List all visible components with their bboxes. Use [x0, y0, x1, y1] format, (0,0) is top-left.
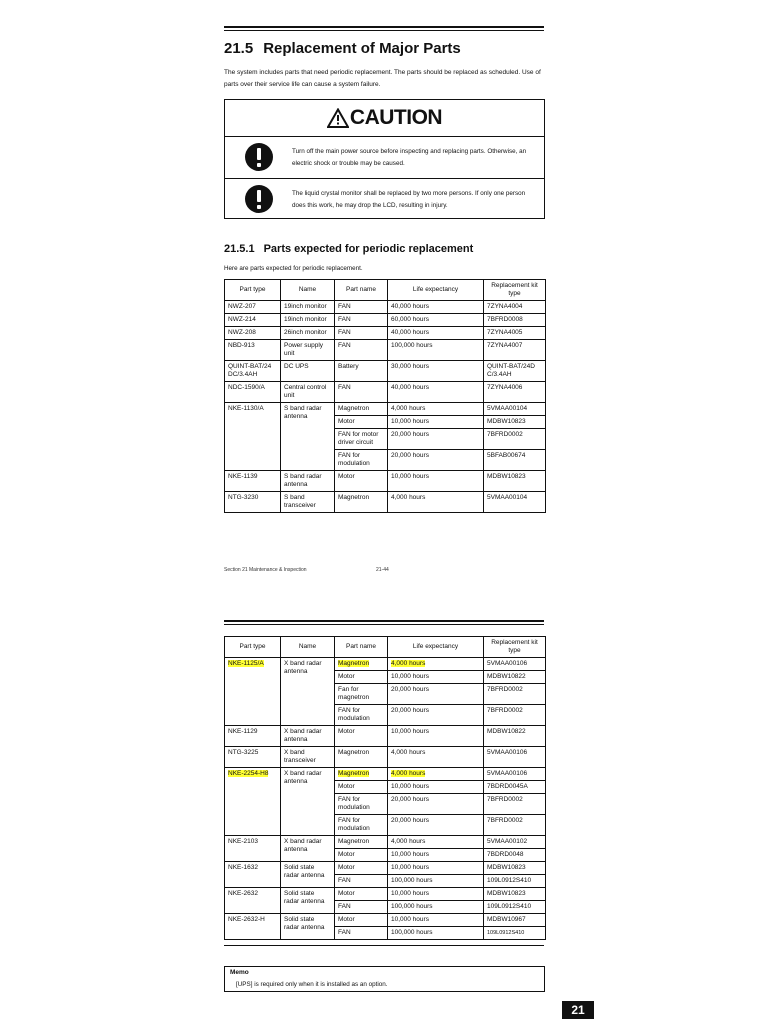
kit-type-cell: MDBW10967 [484, 914, 546, 927]
part-type-cell: NWZ-208 [225, 327, 281, 340]
part-name-cell: Battery [335, 361, 388, 382]
kit-type-cell: 5VMAA00104 [484, 403, 546, 416]
life-expectancy-cell: 20,000 hours [388, 684, 484, 705]
part-name-cell: Motor [335, 781, 388, 794]
table-row [225, 382, 546, 403]
column-header: Part type [225, 280, 281, 301]
name-cell: Solid state radar antenna [281, 862, 335, 888]
life-expectancy-cell: 4,000 hours [388, 836, 484, 849]
part-name-cell: Motor [335, 862, 388, 875]
column-header: Part type [225, 637, 281, 658]
name-cell: X band transceiver [281, 747, 335, 768]
table-row [225, 471, 546, 492]
kit-type-cell: 7BFRD0002 [484, 815, 546, 836]
part-name-cell: FAN for modulation [335, 815, 388, 836]
table-row [225, 888, 546, 901]
life-expectancy-cell: 20,000 hours [388, 450, 484, 471]
kit-type-cell: 5VMAA00106 [484, 747, 546, 768]
column-header: Name [281, 637, 335, 658]
table-row [225, 914, 546, 927]
kit-type-cell: 7BFRD0002 [484, 429, 546, 450]
table-header-row [225, 637, 546, 658]
parts-table-2 [224, 636, 546, 940]
column-header: Part name [335, 637, 388, 658]
part-type-cell: NKE-1139 [225, 471, 281, 492]
part-type-cell: NKE-1129 [225, 726, 281, 747]
life-expectancy-cell: 100,000 hours [388, 927, 484, 940]
part-name-cell: Magnetron [335, 403, 388, 416]
column-header: Replacement kit type [484, 637, 546, 658]
life-expectancy-cell: 100,000 hours [388, 875, 484, 888]
memo-text: [UPS] is required only when it is installed as an option. [236, 981, 388, 988]
caution-heading: CAUTION [349, 106, 443, 129]
kit-type-cell: 109L0912S410 [484, 901, 546, 914]
caution-text: The liquid crystal monitor shall be replaced by two more persons. If only one person does this work, he may drop the LCD, resulting in injury. [292, 190, 526, 209]
part-name-cell: Motor [335, 671, 388, 684]
chapter-tab: 21 [562, 1001, 594, 1019]
table-row [225, 340, 546, 361]
part-type-cell: NBD-913 [225, 340, 281, 361]
part-type-cell: NWZ-214 [225, 314, 281, 327]
life-expectancy-cell: 10,000 hours [388, 862, 484, 875]
life-expectancy-cell [388, 658, 484, 671]
kit-type-cell: 5VMAA00102 [484, 836, 546, 849]
table-row [225, 726, 546, 747]
kit-type-cell: 5VMAA00106 [484, 768, 546, 781]
name-cell: X band radar antenna [281, 768, 335, 836]
name-cell: Solid state radar antenna [281, 914, 335, 940]
part-name-cell: FAN [335, 314, 388, 327]
kit-type-cell: MDBW10822 [484, 726, 546, 747]
table-row [225, 658, 546, 671]
part-type-cell: QUINT-BAT/24 DC/3.4AH [225, 361, 281, 382]
name-cell: S band radar antenna [281, 471, 335, 492]
name-cell: 19inch monitor [281, 301, 335, 314]
life-expectancy-cell: 40,000 hours [388, 301, 484, 314]
life-expectancy-cell: 4,000 hours [388, 492, 484, 513]
caution-text: Turn off the main power source before inspecting and replacing parts. Otherwise, an electric shock or trouble may be caused. [292, 148, 527, 167]
section-intro: The system includes parts that need periodic replacement. The parts should be replaced as scheduled. Use of parts over their service life can cause a system failure. [224, 69, 541, 88]
part-name-cell: Motor [335, 849, 388, 862]
kit-type-cell: 7BFRD0008 [484, 314, 546, 327]
table-row [225, 327, 546, 340]
part-name-cell: Fan for magnetron [335, 684, 388, 705]
kit-type-cell: MDBW10823 [484, 416, 546, 429]
table-row [225, 403, 546, 416]
highlight: 4,000 hours [391, 770, 426, 777]
table-row [225, 768, 546, 781]
part-name-cell: FAN for motor driver circuit [335, 429, 388, 450]
life-expectancy-cell: 10,000 hours [388, 849, 484, 862]
part-type-cell [225, 658, 281, 726]
column-header: Replacement kit type [484, 280, 546, 301]
footer-section: Section 21 Maintenance & Inspection [224, 567, 307, 573]
part-type-cell: NDC-1590/A [225, 382, 281, 403]
name-cell: S band radar antenna [281, 403, 335, 471]
kit-type-cell: 7ZYNA4004 [484, 301, 546, 314]
life-expectancy-cell: 10,000 hours [388, 726, 484, 747]
kit-type-cell: 7BFRD0002 [484, 705, 546, 726]
bottom-rule [224, 945, 544, 946]
part-type-cell: NTG-3230 [225, 492, 281, 513]
life-expectancy-cell: 20,000 hours [388, 794, 484, 815]
name-cell: Power supply unit [281, 340, 335, 361]
part-name-cell [335, 658, 388, 671]
part-name-cell: FAN [335, 927, 388, 940]
exclamation-icon [245, 185, 273, 213]
kit-type-cell: MDBW10823 [484, 862, 546, 875]
part-type-cell: NWZ-207 [225, 301, 281, 314]
life-expectancy-cell: 30,000 hours [388, 361, 484, 382]
part-type-cell: NKE-1130/A [225, 403, 281, 471]
part-name-cell: FAN for modulation [335, 794, 388, 815]
name-cell: Central control unit [281, 382, 335, 403]
memo-box [224, 966, 545, 992]
caution-box [224, 99, 545, 219]
table-row [225, 492, 546, 513]
warning-triangle-icon [327, 108, 349, 128]
highlight: NKE-2254-H8 [228, 770, 269, 777]
life-expectancy-cell: 10,000 hours [388, 471, 484, 492]
life-expectancy-cell: 20,000 hours [388, 705, 484, 726]
kit-type-cell: 7ZYNA4005 [484, 327, 546, 340]
life-expectancy-cell: 10,000 hours [388, 781, 484, 794]
caution-item [225, 137, 544, 178]
life-expectancy-cell: 20,000 hours [388, 815, 484, 836]
part-name-cell: FAN [335, 875, 388, 888]
life-expectancy-cell: 60,000 hours [388, 314, 484, 327]
part-name-cell: Magnetron [335, 836, 388, 849]
life-expectancy-cell: 10,000 hours [388, 888, 484, 901]
name-cell: X band radar antenna [281, 726, 335, 747]
name-cell: 19inch monitor [281, 314, 335, 327]
part-name-cell: FAN for modulation [335, 705, 388, 726]
life-expectancy-cell: 10,000 hours [388, 914, 484, 927]
parts-table-1 [224, 279, 546, 513]
life-expectancy-cell [388, 768, 484, 781]
name-cell: X band radar antenna [281, 658, 335, 726]
life-expectancy-cell: 10,000 hours [388, 671, 484, 684]
kit-type-cell: 7BFRD0002 [484, 794, 546, 815]
top-rule [224, 26, 544, 31]
kit-type-cell: MDBW10823 [484, 888, 546, 901]
part-name-cell: FAN [335, 327, 388, 340]
kit-type-cell: QUINT-BAT/24D C/3.4AH [484, 361, 546, 382]
table-row [225, 862, 546, 875]
kit-type-cell: 5BFAB00674 [484, 450, 546, 471]
subsection-intro: Here are parts expected for periodic replacement. [224, 265, 363, 272]
part-type-cell [225, 768, 281, 836]
highlight: 4,000 hours [391, 660, 426, 667]
top-rule [224, 620, 544, 625]
part-name-cell: FAN [335, 901, 388, 914]
life-expectancy-cell: 4,000 hours [388, 747, 484, 768]
kit-type-cell: 7BDRD0045A [484, 781, 546, 794]
part-name-cell: Motor [335, 726, 388, 747]
kit-type-cell: 7ZYNA4006 [484, 382, 546, 403]
caution-header [225, 100, 544, 137]
kit-type-cell: 5VMAA00104 [484, 492, 546, 513]
kit-type-cell: 5VMAA00106 [484, 658, 546, 671]
part-name-cell [335, 768, 388, 781]
column-header: Life expectancy [388, 637, 484, 658]
subsection-title: 21.5.1 Parts expected for periodic replacement [224, 243, 474, 255]
part-type-cell: NKE-2632 [225, 888, 281, 914]
highlight: NKE-1125/A [228, 660, 264, 667]
name-cell: Solid state radar antenna [281, 888, 335, 914]
kit-type-cell: 7ZYNA4007 [484, 340, 546, 361]
life-expectancy-cell: 40,000 hours [388, 327, 484, 340]
memo-title: Memo [230, 969, 249, 976]
kit-type-cell: 109L0912S410 [484, 927, 546, 940]
name-cell: 26inch monitor [281, 327, 335, 340]
life-expectancy-cell: 100,000 hours [388, 340, 484, 361]
column-header: Life expectancy [388, 280, 484, 301]
name-cell: S band transceiver [281, 492, 335, 513]
part-name-cell: FAN [335, 340, 388, 361]
part-name-cell: Motor [335, 471, 388, 492]
life-expectancy-cell: 40,000 hours [388, 382, 484, 403]
kit-type-cell: 7BDRD0048 [484, 849, 546, 862]
kit-type-cell: MDBW10822 [484, 671, 546, 684]
table-row [225, 314, 546, 327]
part-name-cell: FAN for modulation [335, 450, 388, 471]
table-row [225, 301, 546, 314]
name-cell: X band radar antenna [281, 836, 335, 862]
part-name-cell: Motor [335, 416, 388, 429]
kit-type-cell: 7BFRD0002 [484, 684, 546, 705]
life-expectancy-cell: 10,000 hours [388, 416, 484, 429]
table-header-row [225, 280, 546, 301]
part-type-cell: NKE-2632-H [225, 914, 281, 940]
column-header: Name [281, 280, 335, 301]
part-type-cell: NKE-2103 [225, 836, 281, 862]
part-name-cell: Magnetron [335, 492, 388, 513]
life-expectancy-cell: 4,000 hours [388, 403, 484, 416]
table-row [225, 747, 546, 768]
part-type-cell: NKE-1632 [225, 862, 281, 888]
table-row [225, 361, 546, 382]
part-name-cell: Motor [335, 888, 388, 901]
part-name-cell: Magnetron [335, 747, 388, 768]
table-row [225, 836, 546, 849]
life-expectancy-cell: 100,000 hours [388, 901, 484, 914]
kit-type-cell: 109L0912S410 [484, 875, 546, 888]
highlight: Magnetron [338, 770, 370, 777]
name-cell: DC UPS [281, 361, 335, 382]
part-name-cell: Motor [335, 914, 388, 927]
section-title: 21.5 Replacement of Major Parts [224, 40, 461, 57]
part-name-cell: FAN [335, 382, 388, 403]
highlight: Magnetron [338, 660, 370, 667]
exclamation-icon [245, 143, 273, 171]
kit-type-cell: MDBW10823 [484, 471, 546, 492]
column-header: Part name [335, 280, 388, 301]
part-type-cell: NTG-3225 [225, 747, 281, 768]
part-name-cell: FAN [335, 301, 388, 314]
life-expectancy-cell: 20,000 hours [388, 429, 484, 450]
caution-item [225, 178, 544, 219]
footer-page-number: 21-44 [376, 567, 389, 573]
